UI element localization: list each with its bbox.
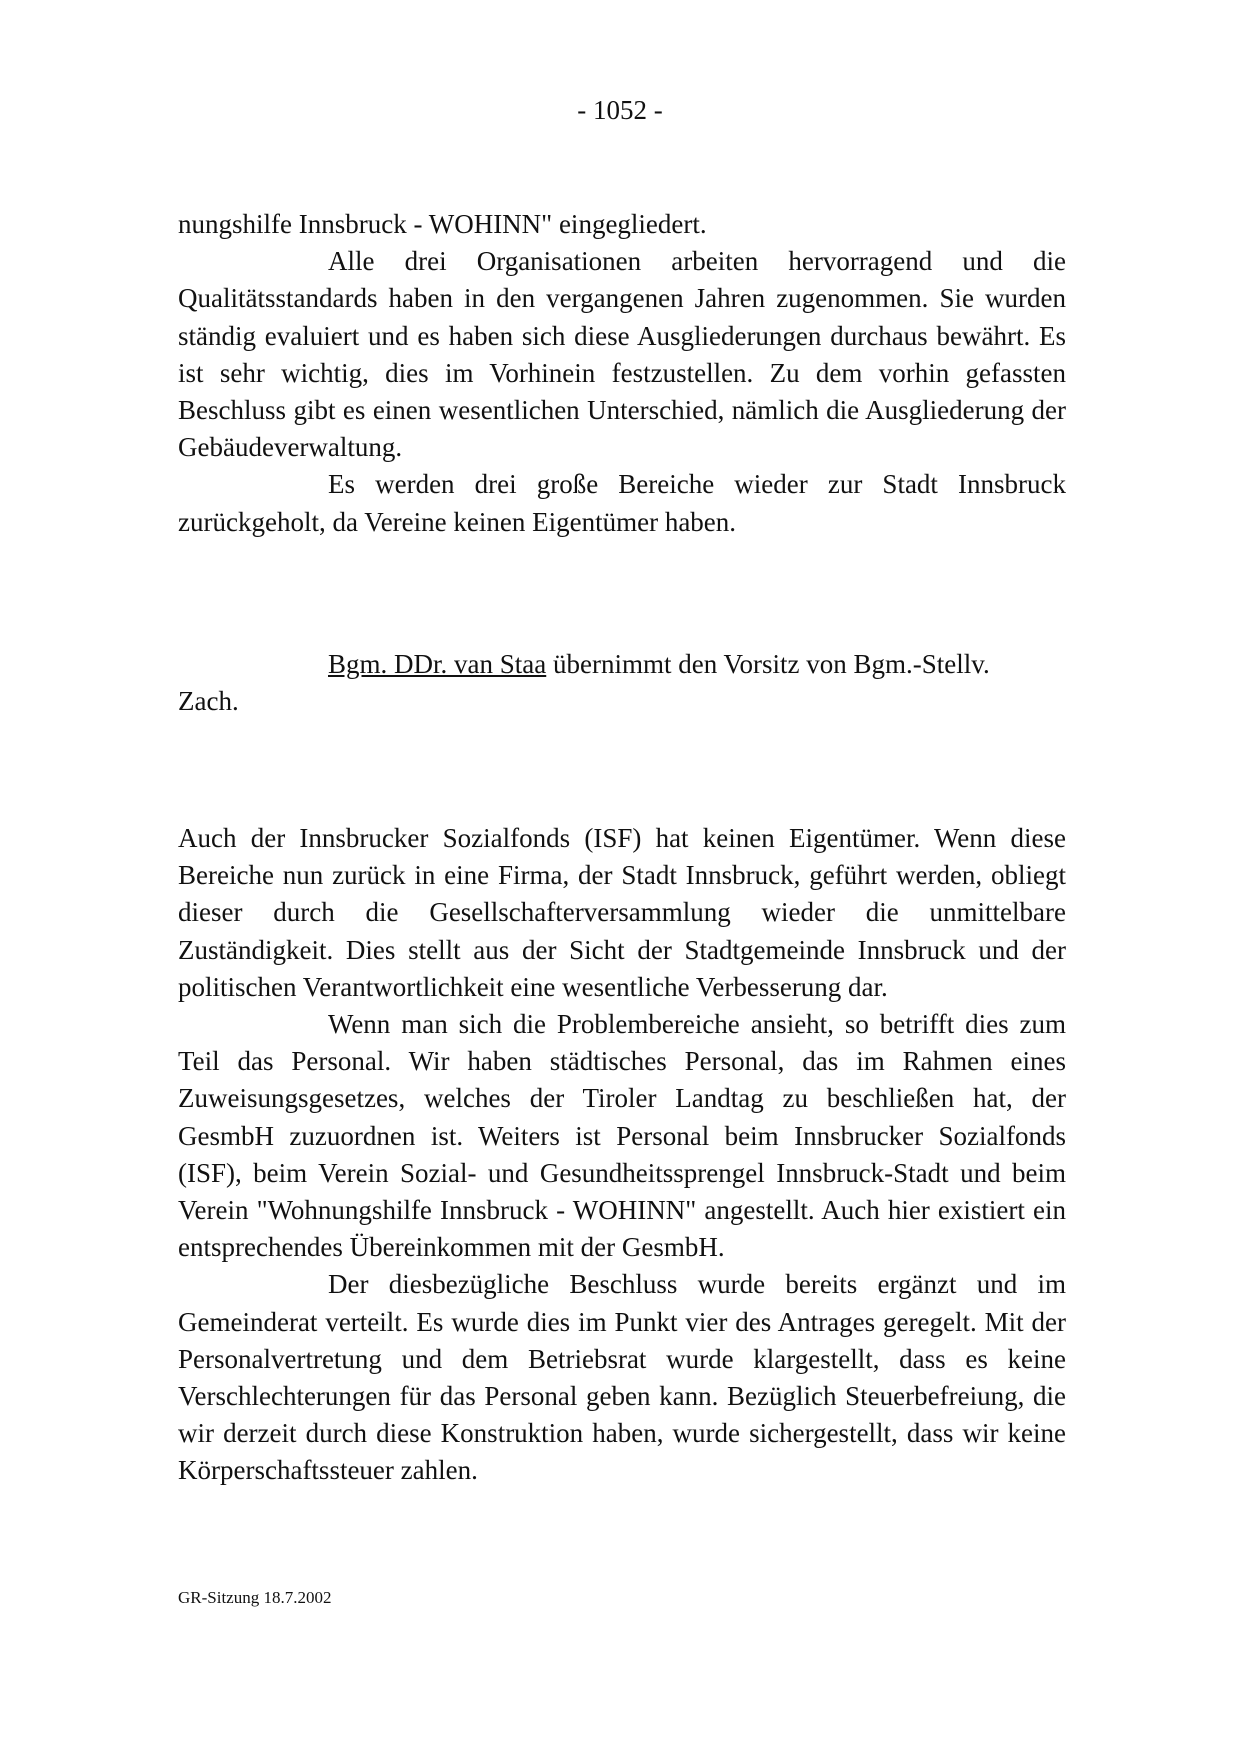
text-section-2 [178, 820, 1066, 1490]
text-section-1 [178, 206, 1066, 541]
paragraph: Alle drei Organisationen arbeiten hervorragend und die Qualitätsstandards haben in den vergangenen Jahren zugenommen. Sie wurden ständig evaluiert und es haben sich diese Ausgliederungen durchaus bewährt. Es ist sehr wichtig, dies im Vorhinein festzustellen. Zu dem vorhin gefassten Beschluss gibt es einen wesentlichen Unterschied, nämlich die Ausgliederung der Gebäudeverwaltung. [178, 246, 1066, 463]
paragraph: Wenn man sich die Problembereiche ansieht, so betrifft dies zum Teil das Personal. Wir haben städtisches Personal, das im Rahmen eines Zuweisungsgesetzes, welches der Tiroler Landtag zu beschließen hat, der GesmbH zuzuordnen ist. Weiters ist Personal beim Innsbrucker Sozialfonds (ISF), beim Verein Sozial- und Gesundheitssprengel Innsbruck-Stadt und beim Verein "Wohnungshilfe Innsbruck - WOHINN" angestellt. Auch hier existiert ein entsprechendes Übereinkommen mit der GesmbH. [178, 1009, 1066, 1263]
chair-change-text: übernimmt den Vorsitz von Bgm.-Stellv. [546, 649, 990, 679]
speaker-name: Bgm. DDr. van Staa [328, 649, 547, 679]
paragraph: Auch der Innsbrucker Sozialfonds (ISF) hat keinen Eigentümer. Wenn diese Bereiche nun zurück in eine Firma, der Stadt Innsbruck, geführt werden, obliegt dieser durch die Gesellschafterversammlung wieder die unmittelbare Zuständigkeit. Dies stellt aus der Sicht der Stadtgemeinde Innsbruck und der politischen Verantwortlichkeit eine wesentliche Verbesserung dar. [178, 823, 1066, 1002]
paragraph: Der diesbezügliche Beschluss wurde bereits ergänzt und im Gemeinderat verteilt. Es wurde dies im Punkt vier des Antrages geregelt. Mit der Personalvertretung und dem Betriebsrat wurde klargestellt, dass es keine Verschlechterungen für das Personal geben kann. Bezüglich Steuerbefreiung, die wir derzeit durch diese Konstruktion haben, wurde sichergestellt, dass wir keine Körperschaftssteuer zahlen. [178, 1269, 1066, 1486]
footer-session-date: GR-Sitzung 18.7.2002 [178, 1588, 332, 1607]
chair-change-note [328, 646, 1088, 683]
paragraph: Es werden drei große Bereiche wieder zur Stadt Innsbruck zurückgeholt, da Vereine keinen Eigentümer haben. [178, 469, 1066, 537]
page-number: - 1052 - [577, 95, 663, 125]
chair-change-continuation: Zach. [178, 686, 239, 716]
paragraph: nungshilfe Innsbruck - WOHINN" eingegliedert. [178, 209, 707, 239]
